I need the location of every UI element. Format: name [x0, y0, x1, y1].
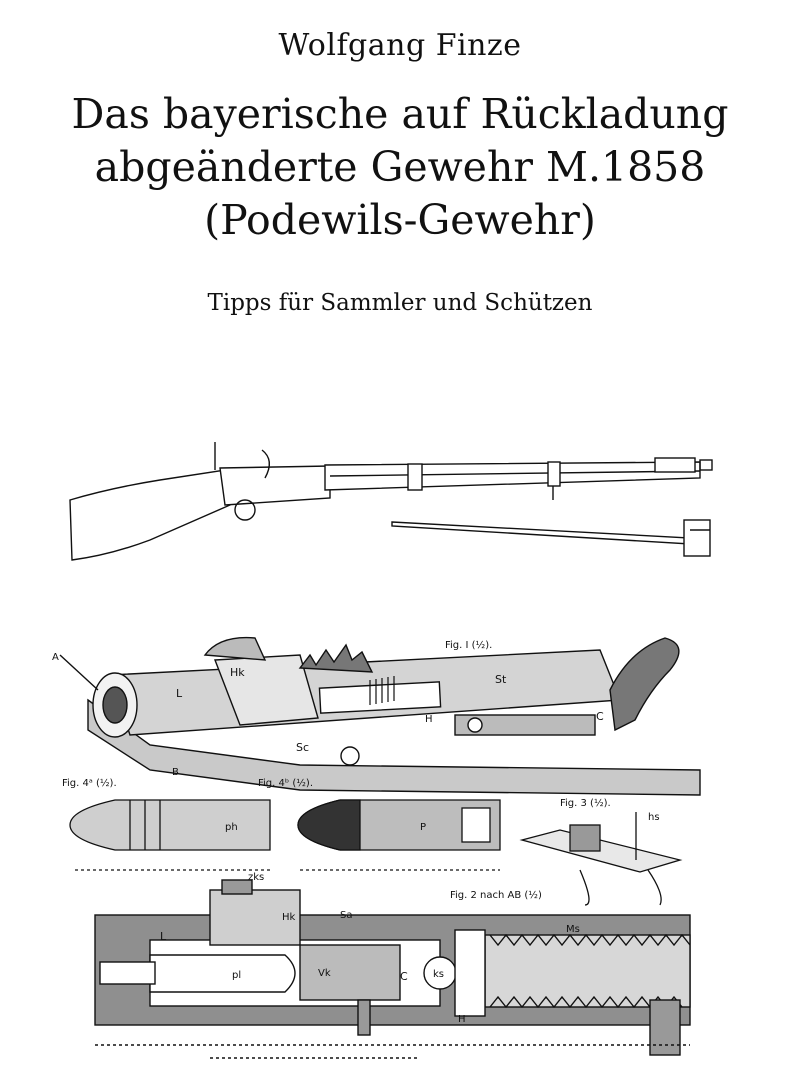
label-a: A	[52, 652, 59, 663]
book-subtitle: Tipps für Sammler und Schützen	[207, 290, 593, 316]
label-p: P	[420, 822, 427, 833]
figure-2-section	[95, 872, 690, 1058]
label-sc: Sc	[296, 741, 310, 754]
title-line-3: (Podewils-Gewehr)	[204, 196, 596, 244]
label-vk: Vk	[318, 968, 331, 979]
label-hs: hs	[648, 812, 660, 823]
fig1-caption: Fig. I (½).	[445, 640, 493, 651]
label-h-fig2: H	[458, 1014, 466, 1025]
title-line-2: abgeänderte Gewehr M.1858	[94, 143, 706, 191]
title-line-1: Das bayerische auf Rückladung	[71, 90, 729, 138]
label-st: St	[495, 673, 507, 686]
label-hk: Hk	[230, 666, 245, 679]
label-ms: Ms	[566, 924, 580, 935]
label-b: B	[172, 767, 179, 778]
label-pl: pl	[232, 970, 242, 981]
label-c: C	[596, 710, 604, 723]
figure-1-breech	[52, 638, 700, 795]
label-ph-4a: ph	[225, 822, 238, 833]
label-l: L	[176, 687, 183, 700]
fig3-caption: Fig. 3 (½).	[560, 798, 611, 809]
fig4a-caption: Fig. 4ᵃ (½).	[62, 778, 117, 789]
label-l-fig2: L	[160, 930, 167, 943]
label-ks: ks	[433, 969, 445, 980]
figure-4a-cartridge	[62, 777, 270, 870]
label-h: H	[425, 714, 433, 725]
author-name: Wolfgang Finze	[278, 28, 522, 63]
label-hk-fig2: Hk	[282, 912, 296, 923]
fig2-caption: Fig. 2 nach AB (½)	[450, 890, 542, 901]
label-sa: Sa	[340, 910, 353, 921]
label-c-fig2: C	[400, 970, 408, 983]
rifle-drawing	[70, 442, 712, 560]
label-zks: zks	[248, 872, 265, 883]
fig4b-caption: Fig. 4ᵇ (½).	[258, 778, 314, 789]
